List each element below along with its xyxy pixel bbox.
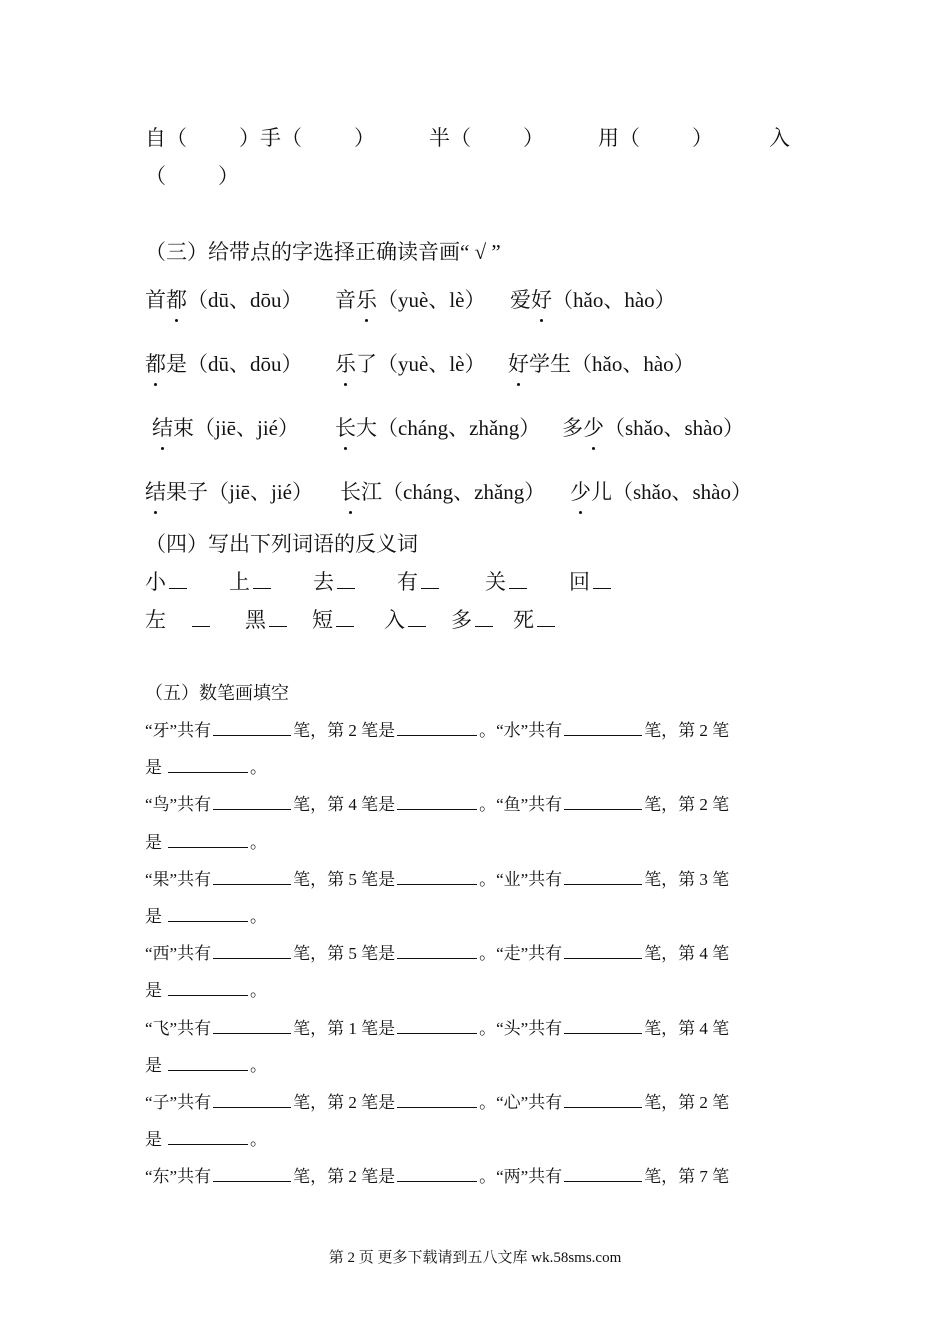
answer-blank[interactable] — [168, 978, 248, 996]
question-text: 。 — [250, 1056, 267, 1075]
word-prefix: 多 — [562, 416, 583, 440]
pronunciation-item — [562, 412, 744, 442]
antonym-word: 死 — [513, 608, 534, 632]
bracket-text: 半（ — [429, 126, 471, 150]
stroke-question-line — [145, 1014, 729, 1039]
antonym-word: 回 — [569, 570, 590, 594]
pronunciation-item — [340, 476, 545, 506]
pinyin-options[interactable]: （yuè、lè） — [377, 288, 486, 312]
word-suffix: 江 — [361, 480, 382, 504]
question-text: “东”共有 — [145, 1167, 212, 1186]
answer-blank[interactable] — [168, 1053, 248, 1071]
pronunciation-item — [152, 412, 299, 442]
word-prefix: 爱 — [510, 288, 531, 312]
answer-blank[interactable] — [213, 1016, 291, 1034]
stroke-question-line — [145, 1125, 267, 1150]
question-text: 笔，第 4 笔 — [644, 1019, 730, 1038]
word-suffix: 大 — [356, 416, 377, 440]
pinyin-options[interactable]: （jiē、jié） — [194, 416, 299, 440]
question-text: 是 — [145, 1056, 162, 1075]
answer-blank[interactable] — [397, 867, 477, 885]
antonym-word: 去 — [313, 570, 334, 594]
dotted-character: 少 — [570, 476, 591, 506]
question-text: 笔，第 2 笔是 — [293, 1167, 396, 1186]
pronunciation-item — [570, 476, 752, 506]
question-text: 是 — [145, 981, 162, 1000]
question-text: 笔，第 2 笔 — [644, 721, 730, 740]
stroke-question-line — [145, 753, 267, 778]
question-text: 。“走”共有 — [479, 944, 563, 963]
question-text: 。“水”共有 — [479, 721, 563, 740]
answer-blank[interactable] — [564, 1164, 642, 1182]
answer-blank[interactable] — [564, 718, 642, 736]
pronunciation-item — [145, 284, 303, 314]
bracket-text: （ — [145, 164, 166, 188]
antonym-word: 有 — [397, 570, 418, 594]
dotted-character: 好 — [531, 284, 552, 314]
answer-blank[interactable] — [253, 567, 271, 589]
question-text: 。“头”共有 — [479, 1019, 563, 1038]
question-text: 。“两”共有 — [479, 1167, 563, 1186]
answer-blank[interactable] — [213, 792, 291, 810]
answer-blank[interactable] — [564, 792, 642, 810]
question-text: 笔，第 1 笔是 — [293, 1019, 396, 1038]
bracket-text: 入 — [769, 126, 790, 150]
answer-blank[interactable] — [397, 792, 477, 810]
question-text: 。“鱼”共有 — [479, 795, 563, 814]
dotted-character: 乐 — [335, 348, 356, 378]
question-text: “鸟”共有 — [145, 795, 212, 814]
section4-title: （四）写出下列词语的反义词 — [145, 532, 418, 556]
dotted-character: 都 — [166, 284, 187, 314]
stroke-question-line — [145, 1162, 729, 1187]
bracket-row-1 — [145, 122, 790, 152]
answer-blank[interactable] — [168, 1127, 248, 1145]
bracket-text: ） — [692, 126, 713, 150]
antonym-word: 多 — [451, 608, 472, 632]
stroke-question-line — [145, 716, 729, 741]
dotted-character: 结 — [145, 476, 166, 506]
bracket-row-2 — [145, 160, 239, 190]
question-text: 是 — [145, 1130, 162, 1149]
answer-blank[interactable] — [168, 830, 248, 848]
antonym-word: 关 — [485, 570, 506, 594]
stroke-question-line — [145, 1088, 729, 1113]
question-text: 。 — [250, 981, 267, 1000]
pronunciation-item — [145, 476, 313, 506]
dotted-character: 乐 — [356, 284, 377, 314]
answer-blank[interactable] — [397, 1090, 477, 1108]
word-suffix: 儿 — [591, 480, 612, 504]
question-text: 是 — [145, 907, 162, 926]
question-text: “牙”共有 — [145, 721, 212, 740]
answer-blank[interactable] — [192, 605, 210, 627]
section3-title: （三）给带点的字选择正确读音画“ √ ” — [145, 240, 501, 264]
pronunciation-item — [335, 412, 540, 442]
answer-blank[interactable] — [213, 718, 291, 736]
pronunciation-item — [145, 348, 303, 378]
question-text: 笔，第 2 笔是 — [293, 721, 396, 740]
answer-blank[interactable] — [397, 718, 477, 736]
antonym-word: 小 — [145, 570, 166, 594]
answer-blank[interactable] — [593, 567, 611, 589]
bracket-text: 用（ — [598, 126, 640, 150]
dotted-character: 结 — [152, 412, 173, 442]
question-text: “果”共有 — [145, 870, 212, 889]
pinyin-options[interactable]: （shǎo、shào） — [604, 416, 744, 440]
question-text: 笔，第 5 笔是 — [293, 944, 396, 963]
antonym-word: 上 — [229, 570, 250, 594]
answer-blank[interactable] — [169, 567, 187, 589]
question-text: “子”共有 — [145, 1093, 212, 1112]
answer-blank[interactable] — [421, 567, 439, 589]
answer-blank[interactable] — [168, 904, 248, 922]
question-text: 。 — [250, 758, 267, 777]
pronunciation-item — [508, 348, 695, 378]
answer-blank[interactable] — [564, 1090, 642, 1108]
question-text: 笔，第 5 笔是 — [293, 870, 396, 889]
question-text: 。 — [250, 907, 267, 926]
antonym-word: 短 — [312, 608, 333, 632]
pronunciation-item — [510, 284, 676, 314]
question-text: 笔，第 2 笔 — [644, 1093, 730, 1112]
stroke-question-line — [145, 902, 267, 927]
pinyin-options[interactable]: （yuè、lè） — [377, 352, 486, 376]
answer-blank[interactable] — [213, 1090, 291, 1108]
bracket-text: 自（ — [145, 126, 187, 150]
answer-blank[interactable] — [168, 755, 248, 773]
pronunciation-item — [335, 348, 485, 378]
pinyin-options[interactable]: （hǎo、hào） — [552, 288, 676, 312]
answer-blank[interactable] — [269, 605, 287, 627]
answer-blank[interactable] — [475, 605, 493, 627]
pinyin-options[interactable]: （cháng、zhǎng） — [382, 480, 546, 504]
word-prefix: 音 — [335, 288, 356, 312]
stroke-question-line — [145, 828, 267, 853]
dotted-character: 好 — [508, 348, 529, 378]
stroke-question-line — [145, 939, 729, 964]
question-text: 笔，第 3 笔 — [644, 870, 730, 889]
answer-blank[interactable] — [397, 941, 477, 959]
section5-title: （五）数笔画填空 — [145, 683, 289, 703]
pinyin-options[interactable]: （dū、dōu） — [187, 288, 303, 312]
answer-blank[interactable] — [213, 867, 291, 885]
word-suffix: 了 — [356, 352, 377, 376]
bracket-text: ） — [218, 164, 239, 188]
question-text: 。“心”共有 — [479, 1093, 563, 1112]
pinyin-options[interactable]: （hǎo、hào） — [571, 352, 695, 376]
antonym-word: 黑 — [245, 608, 266, 632]
answer-blank[interactable] — [564, 941, 642, 959]
stroke-question-line — [145, 865, 729, 890]
answer-blank[interactable] — [337, 567, 355, 589]
pinyin-options[interactable]: （shǎo、shào） — [612, 480, 752, 504]
answer-blank[interactable] — [408, 605, 426, 627]
question-text: “西”共有 — [145, 944, 212, 963]
page-footer: 第 2 页 更多下载请到五八文库 wk.58sms.com — [328, 1250, 622, 1266]
question-text: 。 — [250, 833, 267, 852]
antonym-word: 左 — [145, 608, 166, 632]
answer-blank[interactable] — [397, 1016, 477, 1034]
answer-blank[interactable] — [509, 567, 527, 589]
word-suffix: 果子 — [166, 480, 208, 504]
bracket-text: ） — [354, 126, 375, 150]
question-text: 笔，第 2 笔 — [644, 795, 730, 814]
question-text: 笔，第 4 笔是 — [293, 795, 396, 814]
pinyin-options[interactable]: （dū、dōu） — [187, 352, 303, 376]
question-text: 是 — [145, 833, 162, 852]
stroke-question-line — [145, 1051, 267, 1076]
bracket-text: ）手（ — [239, 126, 302, 150]
answer-blank[interactable] — [213, 1164, 291, 1182]
antonym-row-1 — [145, 566, 614, 596]
dotted-character: 长 — [340, 476, 361, 506]
stroke-question-line — [145, 976, 267, 1001]
antonym-row-2 — [145, 604, 558, 634]
answer-blank[interactable] — [336, 605, 354, 627]
dotted-character: 少 — [583, 412, 604, 442]
question-text: 笔，第 7 笔 — [644, 1167, 730, 1186]
word-suffix: 束 — [173, 416, 194, 440]
answer-blank[interactable] — [213, 941, 291, 959]
word-suffix: 是 — [166, 352, 187, 376]
pinyin-options[interactable]: （jiē、jié） — [208, 480, 313, 504]
dotted-character: 长 — [335, 412, 356, 442]
word-prefix: 首 — [145, 288, 166, 312]
pinyin-options[interactable]: （cháng、zhǎng） — [377, 416, 541, 440]
question-text: 。 — [250, 1130, 267, 1149]
answer-blank[interactable] — [537, 605, 555, 627]
dotted-character: 都 — [145, 348, 166, 378]
question-text: 笔，第 4 笔 — [644, 944, 730, 963]
pronunciation-item — [335, 284, 485, 314]
question-text: 笔，第 2 笔是 — [293, 1093, 396, 1112]
stroke-question-line — [145, 790, 729, 815]
answer-blank[interactable] — [397, 1164, 477, 1182]
antonym-word: 入 — [384, 608, 405, 632]
question-text: 。“业”共有 — [479, 870, 563, 889]
answer-blank[interactable] — [564, 1016, 642, 1034]
question-text: 是 — [145, 758, 162, 777]
bracket-text: ） — [523, 126, 544, 150]
answer-blank[interactable] — [564, 867, 642, 885]
word-suffix: 学生 — [529, 352, 571, 376]
question-text: “飞”共有 — [145, 1019, 212, 1038]
